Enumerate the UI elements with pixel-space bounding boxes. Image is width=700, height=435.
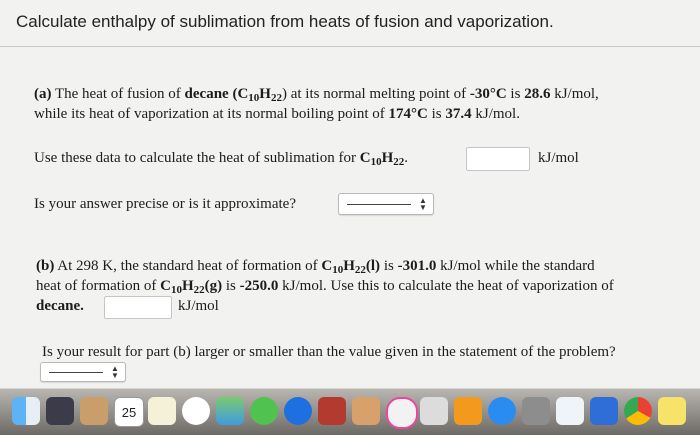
heat-of-fusion: 28.6 — [524, 86, 551, 102]
keynote-icon[interactable] — [590, 397, 618, 425]
facetime-icon[interactable] — [250, 397, 278, 425]
select-arrows-icon: ▲ ▼ — [111, 364, 119, 380]
photo-booth-icon[interactable] — [318, 397, 346, 425]
preview-icon[interactable] — [556, 397, 584, 425]
chrome-icon[interactable] — [624, 397, 652, 425]
page-title: Calculate enthalpy of sublimation from heats of fusion and vaporization. — [16, 12, 554, 31]
compare-question: Is your result for part (b) larger or smaller than the value given in the statement of the problem? — [42, 344, 616, 360]
part-b-line-1: (b) At 298 K, the standard heat of formation of $C_{10}H_{22}(l)$ is -301.0 kJ/mol while the standard — [36, 258, 595, 276]
reminders-icon[interactable] — [182, 397, 210, 425]
part-a-question: Use these data to calculate the heat of sublimation for $C_{10}H_{22}$. — [34, 150, 408, 168]
stickies-icon[interactable] — [658, 397, 686, 425]
ibooks-icon[interactable] — [454, 397, 482, 425]
finder-icon[interactable] — [12, 397, 40, 425]
hf-liquid: -301.0 — [397, 258, 437, 274]
photos-app-icon[interactable] — [420, 397, 448, 425]
part-b-line-2: heat of formation of $C_{10}H_{22}(g)$ is -250.0 kJ/mol. Use this to calculate the heat of vaporization of — [36, 278, 614, 296]
photos-icon[interactable] — [352, 397, 380, 425]
app-store-icon[interactable] — [488, 397, 516, 425]
part-b-line-3: decane. — [36, 298, 84, 314]
select-arrows-icon: ▲ ▼ — [419, 196, 427, 212]
select-blank — [347, 204, 411, 205]
part-a-line-1: (a) The heat of fusion of decane $(C_{10}H_{22})$ at its normal melting point of -30°C is 28.6 kJ/mol, — [34, 86, 599, 104]
system-preferences-icon[interactable] — [522, 397, 550, 425]
vaporization-answer-input[interactable] — [104, 296, 172, 319]
macos-dock — [0, 388, 700, 435]
heat-of-vaporization: 37.4 — [445, 106, 472, 122]
larger-smaller-select[interactable] — [40, 362, 126, 382]
melting-point: -30°C — [469, 86, 507, 102]
hf-gas: -250.0 — [239, 278, 279, 294]
boiling-point: 174°C — [388, 106, 428, 122]
messages-icon[interactable] — [284, 397, 312, 425]
maps-icon[interactable] — [216, 397, 244, 425]
sublimation-answer-input[interactable] — [466, 147, 530, 171]
part-a-label: (a) — [34, 86, 52, 102]
select-blank — [49, 372, 103, 373]
notes-icon[interactable] — [148, 397, 176, 425]
part-a-line-2: while its heat of vaporization at its normal boiling point of 174°C is 37.4 kJ/mol. — [34, 106, 520, 122]
calendar-icon[interactable]: 25 — [114, 397, 144, 427]
sublimation-unit: kJ/mol — [538, 150, 579, 166]
itunes-icon[interactable] — [386, 397, 418, 429]
launchpad-icon[interactable] — [46, 397, 74, 425]
vaporization-unit: kJ/mol — [178, 298, 219, 314]
compound-name: decane — [184, 86, 229, 102]
title-divider — [0, 46, 700, 47]
part-b-label: (b) — [36, 258, 55, 274]
precise-approximate-select[interactable] — [338, 193, 434, 215]
contacts-icon[interactable] — [80, 397, 108, 425]
precise-question: Is your answer precise or is it approximate? — [34, 196, 296, 212]
